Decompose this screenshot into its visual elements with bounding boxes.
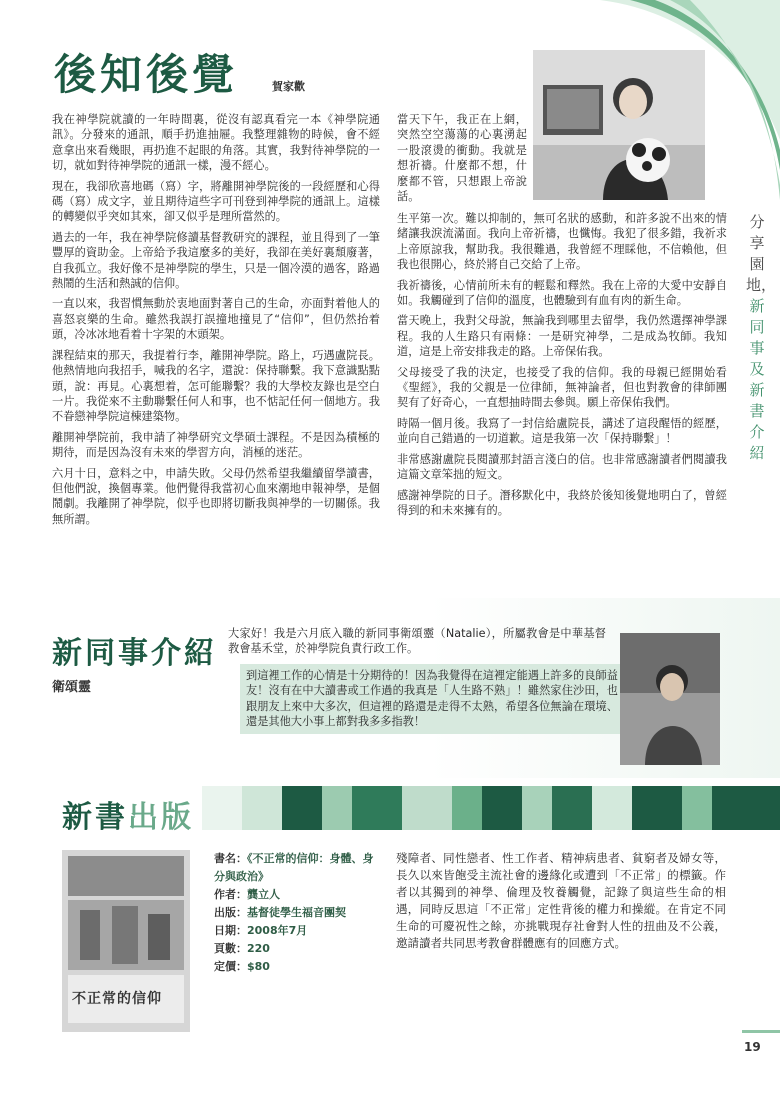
colleague-section-title: 新同事介紹 (52, 636, 217, 671)
article-column-2 (397, 211, 727, 523)
paragraph: 六月十日，意料之中，申請失敗。父母仍然希望我繼續留學讀書，但他們說，換個專業。他們覺得我當初心血來潮地申報神學，是個鬧劇。我離開了神學院，似乎也即將切斷我與神學的一切關係。我無所謂。 (52, 466, 380, 526)
book-info-label: 定價： (214, 960, 247, 973)
article-column-2-top (397, 112, 527, 204)
book-info-row (214, 940, 384, 958)
paragraph: 我祈禱後，心情前所未有的輕鬆和釋然。我在上帝的大愛中安靜自如。我觸碰到了信仰的溫度，也體驗到有血有肉的新生命。 (397, 278, 727, 308)
book-cover-title: 不正常的信仰 (72, 991, 162, 1007)
colleague-body-box (240, 664, 624, 734)
book-info-label: 日期： (214, 924, 247, 937)
article-column-1 (52, 112, 380, 532)
book-info-label: 頁數： (214, 942, 247, 955)
page-number: 19 (744, 1040, 761, 1054)
colleague-intro-box (228, 626, 606, 662)
paragraph: 生平第一次。難以抑制的，無可名狀的感動，和許多說不出來的情緒讓我淚流滿面。我向上帝祈禱，也懺悔。我犯了很多錯，我祈求上帝原諒我，幫助我。我很難過，我曾經不理睬他，不信賴他，但我也很開心，終於將自己交給了上帝。 (397, 212, 727, 272)
page-number-line (742, 1030, 780, 1033)
book-info-value: 《不正常的信仰：身體、身分與政治》 (214, 852, 374, 883)
paragraph: 一直以來，我習慣無動於衷地面對著自己的生命，亦面對着他人的喜怒哀樂的生命。雖然我誤打誤撞地撞見了“信仰”，但仍然抬着頭，冷冰冰地看着十字架的木頭架。 (52, 297, 380, 342)
book-info-value: 基督徒學生福音團契 (247, 906, 346, 919)
paragraph: 父母接受了我的決定，也接受了我的信仰。我的母親已經開始看《聖經》，我的父親是一位律師，無神論者，但也對教會的律師團契有了好奇心，一直想抽時間去參與。願上帝保佑我們。 (397, 365, 727, 410)
book-info-row (214, 958, 384, 976)
paragraph: 當天下午，我正在上網，突然空空蕩蕩的心裏湧起一股滾燙的衝動。我就是想祈禱。什麼都不想，什麼都不管，只想跟上帝說話。 (397, 113, 527, 204)
paragraph: 我在神學院就讀的一年時間裏，從沒有認真看完一本《神學院通訊》。分發來的通訊，順手扔進抽屜。我整理雜物的時候，會不經意拿出來看幾眼，再扔進不起眼的角落。其實，我對待神學院的一切，就如對待神學院的通訊一樣，漫不經心。 (52, 113, 380, 173)
article-author: 賀家歡 (272, 80, 305, 93)
book-info-label: 作者： (214, 888, 247, 901)
book-description: 殘障者、同性戀者、性工作者、精神病患者、貧窮者及婦女等，長久以來皆飽受主流社會的邊緣化或遭到「不正常」的標籤。作者以其獨到的神學、倫理及牧養觸覺，記錄了與這些生命的相遇，同時反思這「不正常」定性背後的權力和操縱。在肯定不同生命的可慶祝性之餘，亦挑戰現存社會對人性的扭曲及不公義，邀請讀者共同思考教會群體應有的回應方式。 (396, 851, 726, 950)
books-title-b: 出版 (128, 800, 194, 835)
books-title-a: 新書 (62, 800, 128, 835)
sidebar-vertical-text (746, 212, 777, 464)
book-info-row (214, 922, 384, 940)
sidebar-part1: 分享園地， (746, 213, 777, 294)
paragraph: 過去的一年，我在神學院修讀基督教研究的課程，並且得到了一筆豐厚的資助金。上帝給予我這麼多的美好，我卻在美好裏頹廢著，自我孤立。我好像不是神學院的學生，只是一個冷漠的過客，路過熱鬧的生活和熱誠的信仰。 (52, 230, 380, 291)
book-description-box (396, 850, 726, 957)
colleague-body: 到這裡工作的心情是十分期待的！因為我覺得在這裡定能遇上許多的良師益友！沒有在中大讀書或工作過的我真是「人生路不熟」！雖然家住沙田，也跟朋友上來中大多次，但這裡的路還是走得不太熟，希望各位無論在環境、還是其他大小事上都對我多多指教！ (246, 669, 618, 729)
book-info-label: 出版： (214, 906, 247, 919)
paragraph: 非常感謝盧院長閱讀那封語言淺白的信。也非常感謝讀者們閱讀我這篇文章笨拙的短文。 (397, 452, 727, 482)
paragraph: 時隔一個月後。我寫了一封信給盧院長，講述了這段醒悟的經歷，並向自己錯過的一切道歉。這是我第一次「保持聯繫」！ (397, 416, 727, 446)
book-info-row (214, 904, 384, 922)
book-info-value: $80 (247, 960, 270, 973)
article-title: 後知後覺 (54, 50, 239, 99)
colleague-photo (620, 633, 720, 765)
book-cover (62, 850, 190, 1032)
book-info-value: 2008年7月 (247, 924, 308, 937)
book-info-row (214, 850, 384, 886)
book-info-label: 書名： (214, 852, 247, 865)
book-info (214, 850, 384, 976)
paragraph: 現在，我卻欣喜地碼（寫）字，將離開神學院後的一段經歷和心得碼（寫）成文字，並且期待這些字可刊登到神學院的通訊上。這樣的轉變似乎突如其來，卻又似乎是理所當然的。 (52, 179, 380, 224)
sidebar-part2: 新同事及新書介紹 (749, 297, 765, 462)
paragraph: 課程結束的那天，我提着行李，離開神學院。路上，巧遇盧院長。他熱情地向我招手，喊我的名字，還說：保持聯繫。我下意識點點頭，說：再見。心裏想着，怎可能聯繫？我的大學校友錄也是空白一片。我從來不主動聯繫任何人和事，也不惦記任何一個地方。我不眷戀神學院這棟建築物。 (52, 348, 380, 424)
paragraph: 感謝神學院的日子。潛移默化中，我終於後知後覺地明白了，曾經得到的和未來擁有的。 (397, 488, 727, 517)
book-info-value: 龔立人 (247, 888, 280, 901)
paragraph: 離開神學院前，我申請了神學研究文學碩士課程。不是因為積極的期待，而是因為沒有未來的學習方向，消極的迷茫。 (52, 430, 380, 460)
book-info-value: 220 (247, 942, 270, 955)
colleague-name: 衛頌靈 (52, 680, 92, 695)
colleague-intro: 大家好！我是六月底入職的新同事衛頌靈（Natalie），所屬教會是中華基督教會基禾堂，於神學院負責行政工作。 (228, 627, 606, 656)
author-photo (533, 50, 705, 200)
books-section-title (62, 792, 194, 836)
book-info-row (214, 886, 384, 904)
paragraph: 當天晚上，我對父母說，無論我到哪里去留學，我仍然選擇神學課程。我的人生路只有兩條：一是研究神學，二是成為牧師。我知道，這是上帝安排我走的路。上帝保佑我。 (397, 314, 727, 359)
